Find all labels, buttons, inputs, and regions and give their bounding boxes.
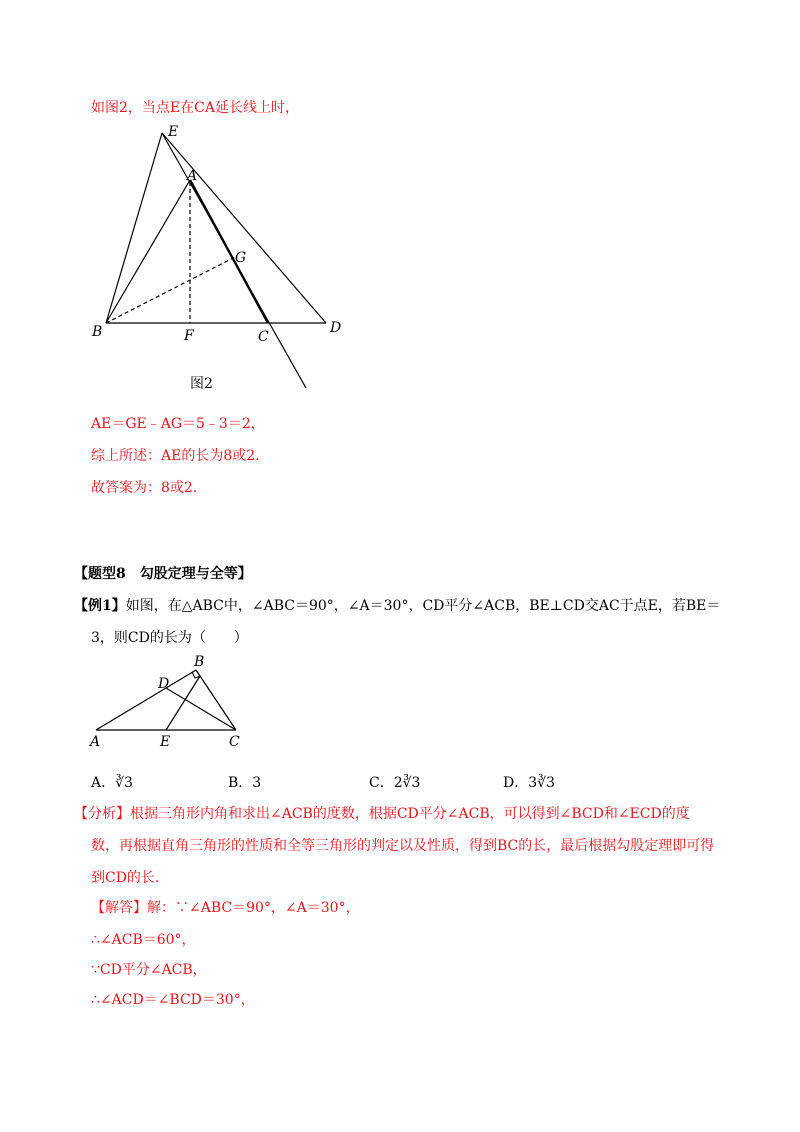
choice-d-letter: D． xyxy=(503,775,529,791)
label-E: E xyxy=(168,124,179,140)
label-D: D xyxy=(330,320,342,336)
segment-AC xyxy=(190,180,268,323)
choice-b-letter: B． xyxy=(228,775,253,791)
label-B: B xyxy=(194,654,205,670)
label-A: A xyxy=(187,168,198,184)
label-G: G xyxy=(235,250,247,266)
label-E: E xyxy=(160,734,171,750)
question-line-1 xyxy=(74,596,720,616)
label-F: F xyxy=(184,328,194,344)
choice-c-letter: C． xyxy=(369,775,394,791)
choice-a[interactable] xyxy=(91,772,133,792)
choice-d-text: 3∛3 xyxy=(528,775,555,791)
segment-EB xyxy=(106,133,162,323)
summary-line: 综上所述：AE的长为8或2． xyxy=(91,448,270,464)
analysis-line-2: 数，再根据直角三角形的性质和全等三角形的判定以及性质，得到BC的长，最后根据勾股定理即可得 xyxy=(91,838,715,854)
equation-line: AE＝GE﹣AG＝5﹣3＝2， xyxy=(91,416,265,432)
label-D: D xyxy=(158,676,170,692)
question-text-1: 如图，在△ABC中，∠ABC＝90°，∠A＝30°，CD平分∠ACB，BE⊥CD交AC于点E，若BE＝ xyxy=(125,598,721,614)
choice-d[interactable] xyxy=(503,772,555,792)
segment-AB xyxy=(106,180,190,323)
figure-caption: 图2 xyxy=(190,376,213,392)
answer-line: 故答案为：8或2． xyxy=(91,480,207,496)
segment-ED xyxy=(162,133,326,323)
solution-line-3: ∵CD平分∠ACB， xyxy=(91,962,207,978)
segment-CD xyxy=(166,688,236,730)
solution-line-4: ∴∠ACD＝∠BCD＝30°， xyxy=(91,992,255,1008)
analysis-line-1: 【分析】根据三角形内角和求出∠ACB的度数，根据CD平分∠ACB，可以得到∠BCD和∠ECD的度 xyxy=(74,806,690,822)
choice-b-text: 3 xyxy=(252,775,262,791)
label-C: C xyxy=(229,734,240,750)
example-tag: 【例1】 xyxy=(74,598,126,614)
choice-a-text: ∛3 xyxy=(115,775,133,791)
label-A: A xyxy=(90,734,101,750)
choice-c-text: 2∛3 xyxy=(393,775,421,791)
segment-BC xyxy=(196,670,236,730)
choice-b[interactable] xyxy=(228,772,261,792)
segment-AB xyxy=(96,670,196,730)
choice-a-letter: A． xyxy=(91,775,116,791)
solution-line-1: 【解答】解：∵∠ABC＝90°，∠A＝30°， xyxy=(91,900,360,916)
solution-line-2: ∴∠ACB＝60°， xyxy=(91,932,196,948)
question-line-2: 3，则CD的长为（ ） xyxy=(91,630,248,646)
section-title: 【题型8 勾股定理与全等】 xyxy=(74,566,252,582)
example-figure xyxy=(88,652,248,750)
analysis-line-3: 到CD的长． xyxy=(91,870,169,886)
intro-text: 如图2，当点E在CA延长线上时， xyxy=(91,100,299,116)
label-C: C xyxy=(258,329,269,345)
label-B: B xyxy=(92,324,103,340)
figure-2 xyxy=(85,118,355,390)
segment-BE xyxy=(166,676,200,730)
choice-c[interactable] xyxy=(369,772,420,792)
